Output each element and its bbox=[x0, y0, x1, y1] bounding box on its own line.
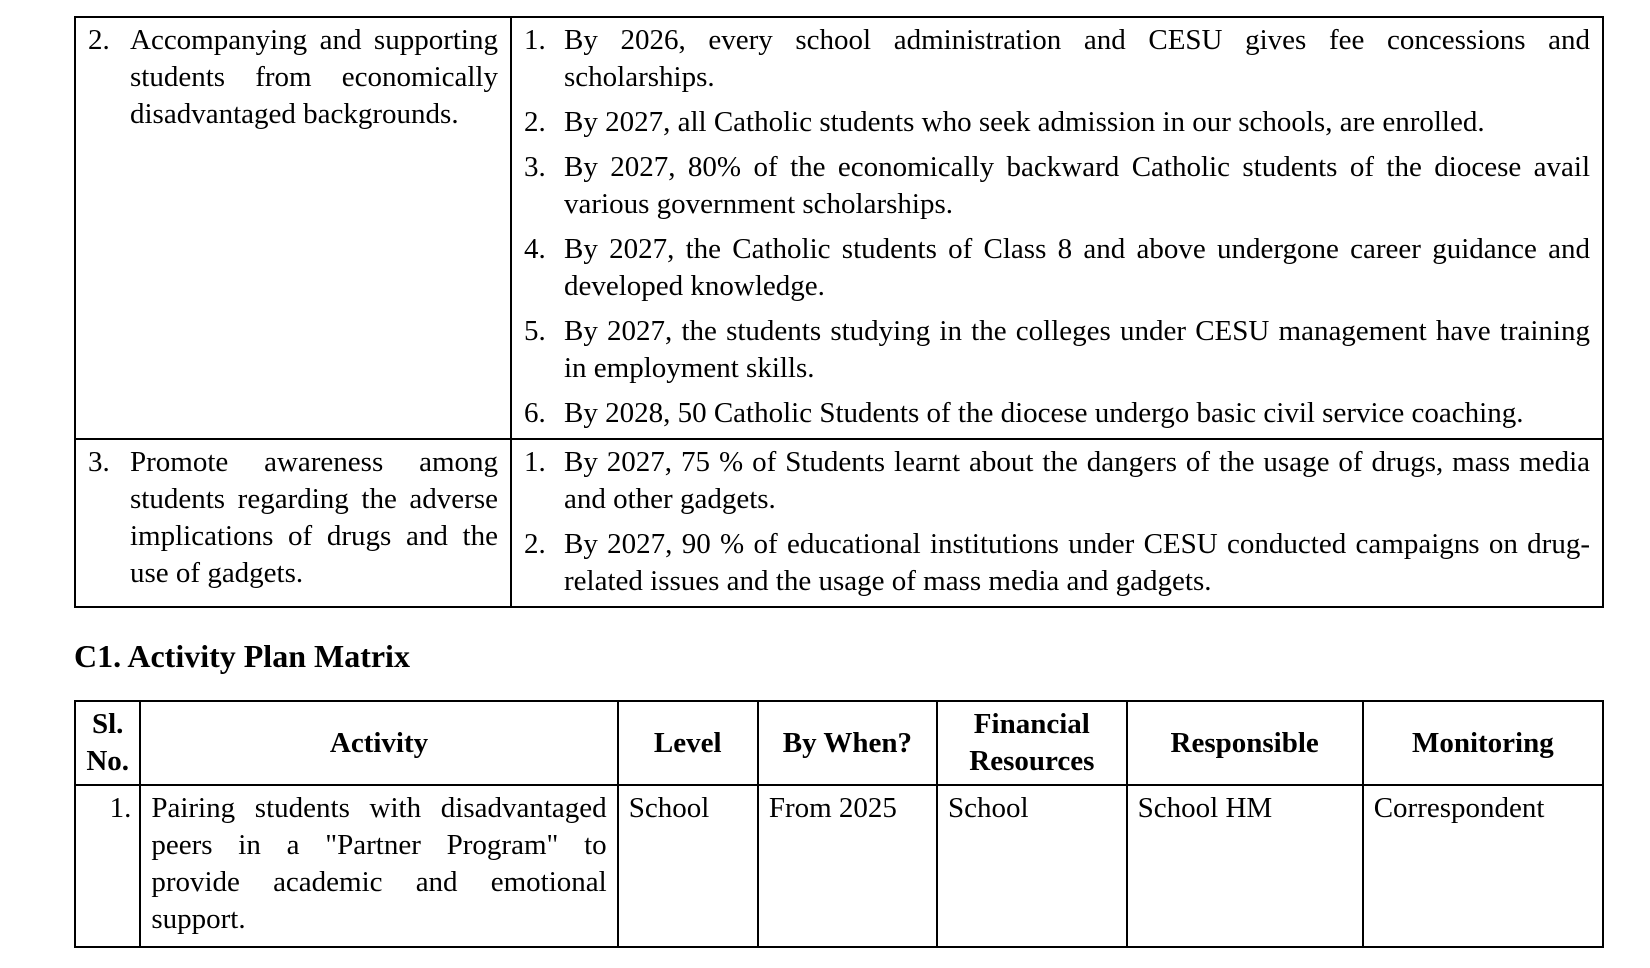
header-monitoring: Monitoring bbox=[1363, 701, 1603, 785]
target-text: By 2026, every school administration and CESU gives fee concessions and scholarships. bbox=[564, 24, 1590, 93]
table-row bbox=[75, 785, 1603, 947]
target-number: 2. bbox=[524, 528, 546, 560]
header-by-when: By When? bbox=[758, 701, 937, 785]
target-item bbox=[524, 104, 1590, 141]
cell-by-when: From 2025 bbox=[758, 785, 937, 947]
objectives-table bbox=[74, 16, 1604, 608]
target-item bbox=[524, 149, 1590, 223]
objective-cell bbox=[75, 439, 511, 607]
objective-text: Accompanying and supporting students from economically disadvantaged backgrounds. bbox=[130, 24, 498, 130]
objective-cell bbox=[75, 17, 511, 439]
cell-financial-resources: School bbox=[937, 785, 1127, 947]
target-text: By 2027, 90 % of educational institutions under CESU conducted campaigns on drug-related issues and the usage of mass media and gadgets. bbox=[564, 528, 1590, 597]
objective-number: 2. bbox=[88, 24, 110, 56]
targets-cell bbox=[511, 17, 1603, 439]
target-number: 3. bbox=[524, 151, 546, 183]
objective-row bbox=[75, 17, 1603, 439]
document-page bbox=[74, 16, 1604, 948]
cell-sl-no: 1. bbox=[75, 785, 140, 947]
activity-plan-table bbox=[74, 700, 1604, 948]
target-item bbox=[524, 231, 1590, 305]
header-activity: Activity bbox=[140, 701, 617, 785]
table-header-row bbox=[75, 701, 1603, 785]
target-text: By 2027, the students studying in the colleges under CESU management have training in employment skills. bbox=[564, 315, 1590, 384]
target-text: By 2027, 80% of the economically backward Catholic students of the diocese avail various government scholarships. bbox=[564, 151, 1590, 220]
cell-level: School bbox=[618, 785, 758, 947]
target-text: By 2027, 75 % of Students learnt about the dangers of the usage of drugs, mass media and other gadgets. bbox=[564, 446, 1590, 515]
target-text: By 2028, 50 Catholic Students of the diocese undergo basic civil service coaching. bbox=[564, 397, 1524, 429]
target-text: By 2027, the Catholic students of Class 8 and above undergone career guidance and developed knowledge. bbox=[564, 233, 1590, 302]
target-number: 6. bbox=[524, 397, 546, 429]
targets-cell bbox=[511, 439, 1603, 607]
target-text: By 2027, all Catholic students who seek admission in our schools, are enrolled. bbox=[564, 106, 1485, 138]
objective-number: 3. bbox=[88, 446, 110, 478]
target-number: 5. bbox=[524, 315, 546, 347]
cell-responsible: School HM bbox=[1127, 785, 1363, 947]
cell-monitoring: Correspondent bbox=[1363, 785, 1603, 947]
cell-activity: Pairing students with disadvantaged peers in a "Partner Program" to provide academic and emotional support. bbox=[140, 785, 617, 947]
target-number: 4. bbox=[524, 233, 546, 265]
header-sl-no: Sl. No. bbox=[75, 701, 140, 785]
targets-list bbox=[524, 22, 1590, 432]
objective-row bbox=[75, 439, 1603, 607]
target-item bbox=[524, 22, 1590, 96]
target-item bbox=[524, 313, 1590, 387]
targets-list bbox=[524, 444, 1590, 600]
header-level: Level bbox=[618, 701, 758, 785]
header-responsible: Responsible bbox=[1127, 701, 1363, 785]
header-financial-resources: Financial Resources bbox=[937, 701, 1127, 785]
section-title: C1. Activity Plan Matrix bbox=[74, 638, 410, 674]
target-item bbox=[524, 395, 1590, 432]
target-item bbox=[524, 444, 1590, 518]
target-number: 2. bbox=[524, 106, 546, 138]
target-number: 1. bbox=[524, 446, 546, 478]
objective-text: Promote awareness among students regarding the adverse implications of drugs and the use of gadgets. bbox=[130, 446, 498, 589]
target-number: 1. bbox=[524, 24, 546, 56]
target-item bbox=[524, 526, 1590, 600]
